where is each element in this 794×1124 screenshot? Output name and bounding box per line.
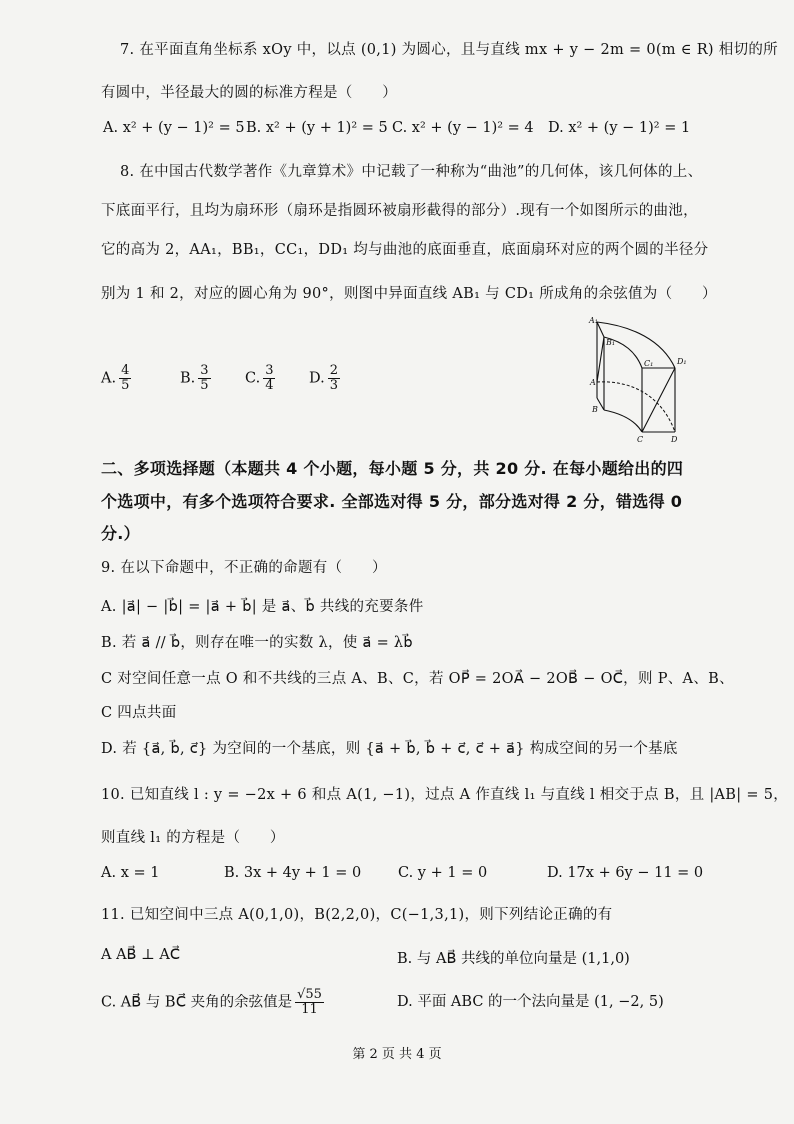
q10-option-c: C. y + 1 = 0 <box>398 865 488 881</box>
q10-option-a: A. x = 1 <box>101 865 160 881</box>
q11-stem: 11. 已知空间中三点 A(0,1,0)，B(2,2,0)，C(−1,3,1)，则下列结论正确的有 <box>101 907 613 923</box>
label-a: A <box>590 378 596 387</box>
q9-option-c-line2: C 四点共面 <box>101 705 177 721</box>
q11-option-a: A AB⃗ ⊥ AC⃗ <box>101 947 180 963</box>
q9-option-b: B. 若 a⃗ // b⃗，则存在唯一的实数 λ，使 a⃗ = λb⃗ <box>101 635 413 651</box>
label-a1: A₁ <box>589 316 598 325</box>
q8-stem-line4: 别为 1 和 2，对应的圆心角为 90°，则图中异面直线 AB₁ 与 CD₁ 所成角的余弦值为（ ） <box>101 286 717 302</box>
label-b1: B₁ <box>606 338 616 347</box>
curved-pool-figure <box>580 312 692 444</box>
section2-heading-line3: 分.） <box>101 524 140 543</box>
q10-option-d: D. 17x + 6y − 11 = 0 <box>547 865 704 881</box>
q9-option-d: D. 若 {a⃗, b⃗, c⃗} 为空间的一个基底，则 {a⃗ + b⃗, b⃗ + c⃗, c⃗ + a⃗} 构成空间的另一个基底 <box>101 741 678 757</box>
q11-option-d: D. 平面 ABC 的一个法向量是 (1, −2, 5) <box>397 994 664 1010</box>
q11-option-c: C. AB⃗ 与 BC⃗ 夹角的余弦值是 $\frac{√55}{11}$ <box>101 987 322 1017</box>
q9-stem: 9. 在以下命题中，不正确的命题有（ ） <box>101 560 387 576</box>
q10-stem-line2: 则直线 l₁ 的方程是（ ） <box>101 830 285 846</box>
q9-option-a: A. |a⃗| − |b⃗| = |a⃗ + b⃗| 是 a⃗、b⃗ 共线的充要条件 <box>101 599 424 615</box>
label-c: C <box>637 435 644 444</box>
q8-option-b: B. $\frac{3}{5}$ <box>180 363 209 393</box>
page-footer: 第 2 页 共 4 页 <box>352 1047 442 1062</box>
q8-option-d: D. $\frac{2}{3}$ <box>309 363 338 393</box>
q8-option-c: C. $\frac{3}{4}$ <box>245 363 274 393</box>
q8-stem-line1: 8. 在中国古代数学著作《九章算术》中记载了一种称为“曲池”的几何体，该几何体的上、 <box>120 164 703 180</box>
q8-option-a: A. $\frac{4}{5}$ <box>101 363 130 393</box>
section2-heading-line2: 个选项中，有多个选项符合要求. 全部选对得 5 分，部分选对得 2 分，错选得 0 <box>101 492 683 511</box>
q7-stem-line2: 有圆中，半径最大的圆的标准方程是（ ） <box>101 85 397 101</box>
q10-option-b: B. 3x + 4y + 1 = 0 <box>224 865 362 881</box>
label-c1: C₁ <box>644 359 654 368</box>
label-d: D <box>671 435 678 444</box>
q11-option-b: B. 与 AB⃗ 共线的单位向量是 (1,1,0) <box>397 951 630 967</box>
q8-stem-line2: 下底面平行，且均为扇环形（扇环是指圆环被扇形截得的部分）.现有一个如图所示的曲池， <box>101 203 698 219</box>
q7-option-d: D. x² + (y − 1)² = 1 <box>548 120 691 136</box>
q10-stem-line1: 10. 已知直线 l : y = −2x + 6 和点 A(1, −1)，过点 A 作直线 l₁ 与直线 l 相交于点 B，且 |AB| = 5， <box>101 787 789 803</box>
section2-heading-line1: 二、多项选择题（本题共 4 个小题，每小题 5 分，共 20 分. 在每小题给出的四 <box>101 459 684 478</box>
q7-option-b: B. x² + (y + 1)² = 5 <box>246 120 388 136</box>
q9-option-c-line1: C 对空间任意一点 O 和不共线的三点 A、B、C，若 OP⃗ = 2OA⃗ − 2OB⃗ − OC⃗，则 P、A、B、 <box>101 671 734 687</box>
q7-option-a: A. x² + (y − 1)² = 5 <box>103 120 245 136</box>
q7-option-c: C. x² + (y − 1)² = 4 <box>392 120 534 136</box>
q8-stem-line3: 它的高为 2，AA₁，BB₁，CC₁，DD₁ 均与曲池的底面垂直，底面扇环对应的两个圆的半径分 <box>101 242 709 258</box>
label-d1: D₁ <box>677 357 687 366</box>
label-b: B <box>592 405 598 414</box>
q7-stem-line1: 7. 在平面直角坐标系 xOy 中，以点 (0,1) 为圆心，且与直线 mx + y − 2m = 0(m ∈ R) 相切的所 <box>120 42 778 58</box>
